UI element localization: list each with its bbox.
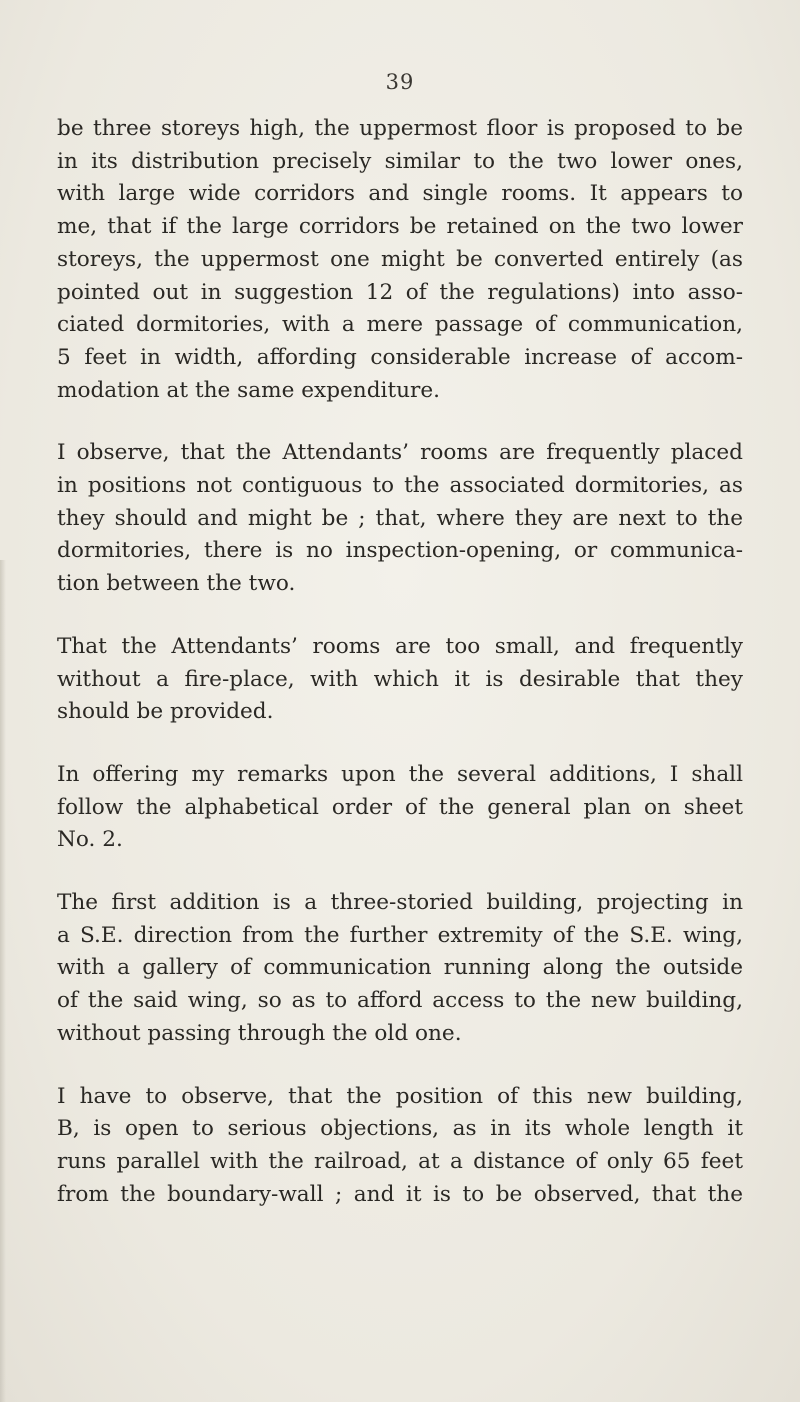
page-number: 39 — [385, 70, 415, 94]
text-line: with large wide corridors and single rooms. It appears to — [57, 181, 743, 207]
text-line: they should and might be ; that, where they are next to the — [57, 505, 743, 531]
text-line: without passing through the old one. — [57, 1020, 462, 1046]
text-line: dormitories, there is no inspection-opening, or communica- — [57, 538, 743, 564]
text-line: me, that if the large corridors be retained on the two lower — [57, 214, 743, 240]
text-line: with a gallery of communication running along the outside — [57, 955, 743, 981]
text-line: modation at the same expenditure. — [57, 377, 440, 403]
text-line: tion between the two. — [57, 571, 296, 597]
text-line: in positions not contiguous to the associated dormitories, as — [57, 473, 743, 499]
paragraph-3 — [57, 631, 743, 729]
body-text — [57, 113, 743, 1241]
text-line: No. 2. — [57, 827, 123, 853]
paragraph-1 — [57, 113, 743, 407]
text-line: of the said wing, so as to afford access to the new building, — [57, 988, 743, 1014]
text-line: a S.E. direction from the further extremity of the S.E. wing, — [57, 922, 743, 948]
text-line: ciated dormitories, with a mere passage of communication, — [57, 312, 743, 338]
text-line: without a fire-place, with which it is desirable that they — [57, 666, 743, 692]
text-line: B, is open to serious objections, as in its whole length it — [57, 1116, 743, 1142]
paragraph-4 — [57, 759, 743, 857]
text-line: 5 feet in width, affording considerable increase of accom- — [57, 344, 743, 370]
paragraph-6 — [57, 1081, 743, 1212]
text-line: from the boundary-wall ; and it is to be observed, that the — [57, 1181, 743, 1207]
text-line: in its distribution precisely similar to the two lower ones, — [57, 148, 743, 174]
page-edge-shadow — [0, 560, 6, 1402]
text-line: runs parallel with the railroad, at a distance of only 65 feet — [57, 1148, 743, 1174]
text-line: be three storeys high, the uppermost floor is proposed to be — [57, 116, 743, 141]
text-line: The first addition is a three-storied building, projecting in — [57, 890, 743, 916]
text-line: pointed out in suggestion 12 of the regulations) into asso- — [57, 279, 743, 305]
text-line: should be provided. — [57, 699, 274, 725]
text-line: follow the alphabetical order of the general plan on sheet — [57, 794, 743, 820]
text-line: storeys, the uppermost one might be converted entirely (as — [57, 246, 743, 272]
text-line: I have to observe, that the position of this new building, — [57, 1083, 743, 1109]
paragraph-5 — [57, 887, 743, 1051]
text-line: In offering my remarks upon the several additions, I shall — [57, 761, 743, 787]
text-line: That the Attendants’ rooms are too small, and frequently — [57, 633, 743, 659]
paragraph-2 — [57, 437, 743, 601]
text-line: I observe, that the Attendants’ rooms are frequently placed — [57, 440, 743, 466]
